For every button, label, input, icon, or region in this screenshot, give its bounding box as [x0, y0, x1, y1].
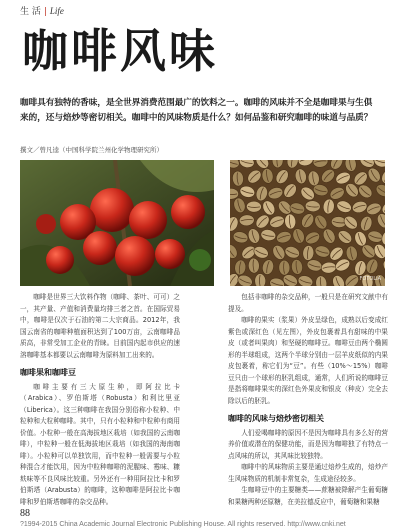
section-heading: 咖啡果和咖啡豆 — [20, 368, 76, 377]
body-paragraph: 咖啡中的风味物质主要是通过焙炒生成的，焙炒产生风味物质的机制非常复杂，生成途径较多。 — [228, 463, 388, 483]
body-paragraph: 咖啡主要有三大原生种，即阿拉比卡（Arabica）、罗伯斯塔（Robusta）和利比里亚（Liberica）。这三种咖啡在我国分别俗称小粒种、中粒种和大粒种咖啡。其中，只有小粒种和中粒种有商用价值。小粒种一般在高海拔地区栽培（如我国的云南咖啡），中粒种一般在低海拔地区栽培（如我国的海南咖啡）。小粒种可以单独饮用，而中粒种一般需要与小粒种混合才能饮用，因为中粒种咖啡的泥腥味、霉味、糠麸味等不良风味比较重。另外还有一种用阿拉比卡和罗伯斯塔（Arabusta）的咖啡，这种咖啡是阿拉比卡咖啡和罗伯斯塔咖啡的杂交品种。 — [20, 382, 180, 506]
section-heading: 咖啡的风味与焙炒密切相关 — [228, 414, 324, 423]
body-paragraph: 咖啡的果实（浆果）外皮呈绿色，成熟以后变成红紫色或深红色（见左图），外皮包裹着具有甜味的中果皮（或者叫果肉）和坚硬的咖啡豆。咖啡豆由两个椭圆形的半球组成，这两个半球分别由一层羊皮纸似的内果皮包裹着，称它们为“豆”。有些（10%～15%）咖啡豆只由一个球形的胚乳组成，通常，人们所说的咖啡豆是指将咖啡果实的深红色外果皮和银皮（种皮）完全去除以后的胚乳。 — [228, 316, 388, 405]
body-paragraph: 人们爱喝咖啡的原因不是因为咖啡具有多么好的营养价值或潜在的保健功能，而是因为咖啡独了有特点一点风味的所以，其风味比较独特。 — [228, 428, 388, 460]
coffee-beans-photo — [230, 160, 385, 286]
section-label-en: Life — [49, 6, 64, 16]
body-column-left — [20, 292, 180, 508]
article-title: 咖啡风味 — [22, 24, 218, 78]
coffee-cherries-illustration — [20, 160, 214, 286]
page-number: 88 — [20, 508, 30, 519]
body-paragraph: 包括非咖啡的杂交品种，一般只是在研究文献中有提及。 — [228, 293, 388, 313]
body-paragraph: 生咖啡豆中的主要糖类——蔗糖被降解产生葡萄糖和果糖两种还原糖，在美拉德反应中，葡萄糖和果糖 — [228, 486, 388, 506]
photo-credit: FOTOLIA — [359, 276, 381, 282]
section-separator: | — [43, 7, 47, 17]
article-lead: 咖啡具有独特的香味，是全世界消费范围最广的饮料之一。咖啡的风味并不全是咖啡果与生俱来的，还与焙炒等密切相关。咖啡中的风味物质是什么？如何品鉴和研究咖啡的味道与品质？ — [20, 98, 373, 123]
body-paragraph: 咖啡是世界三大饮料作物（咖啡、茶叶、可可）之一，其产量、产值和消费量均排三者之首。在国际贸易中，咖啡是仅次于石油的第二大宗商品。2012年，我国云南省的咖啡种植面积达到了100万亩，云南咖啡品质高，非常受加工企业的青睐。目前国内起市供应的速溶咖啡基本都要以云南咖啡为原料加工出来的。 — [20, 293, 180, 359]
copyright-footer: ?1994-2015 China Academic Journal Electronic Publishing House. All rights reserved. http://www.cnki.net — [20, 521, 346, 528]
section-header — [20, 4, 64, 17]
section-label: 生 活 — [20, 7, 41, 17]
green-coffee-beans-illustration — [230, 160, 385, 286]
body-column-right — [228, 292, 388, 508]
coffee-cherries-photo — [20, 160, 214, 286]
article-byline: 撰文／曾凡逵（中国科学院兰州化学物理研究所） — [20, 146, 163, 154]
